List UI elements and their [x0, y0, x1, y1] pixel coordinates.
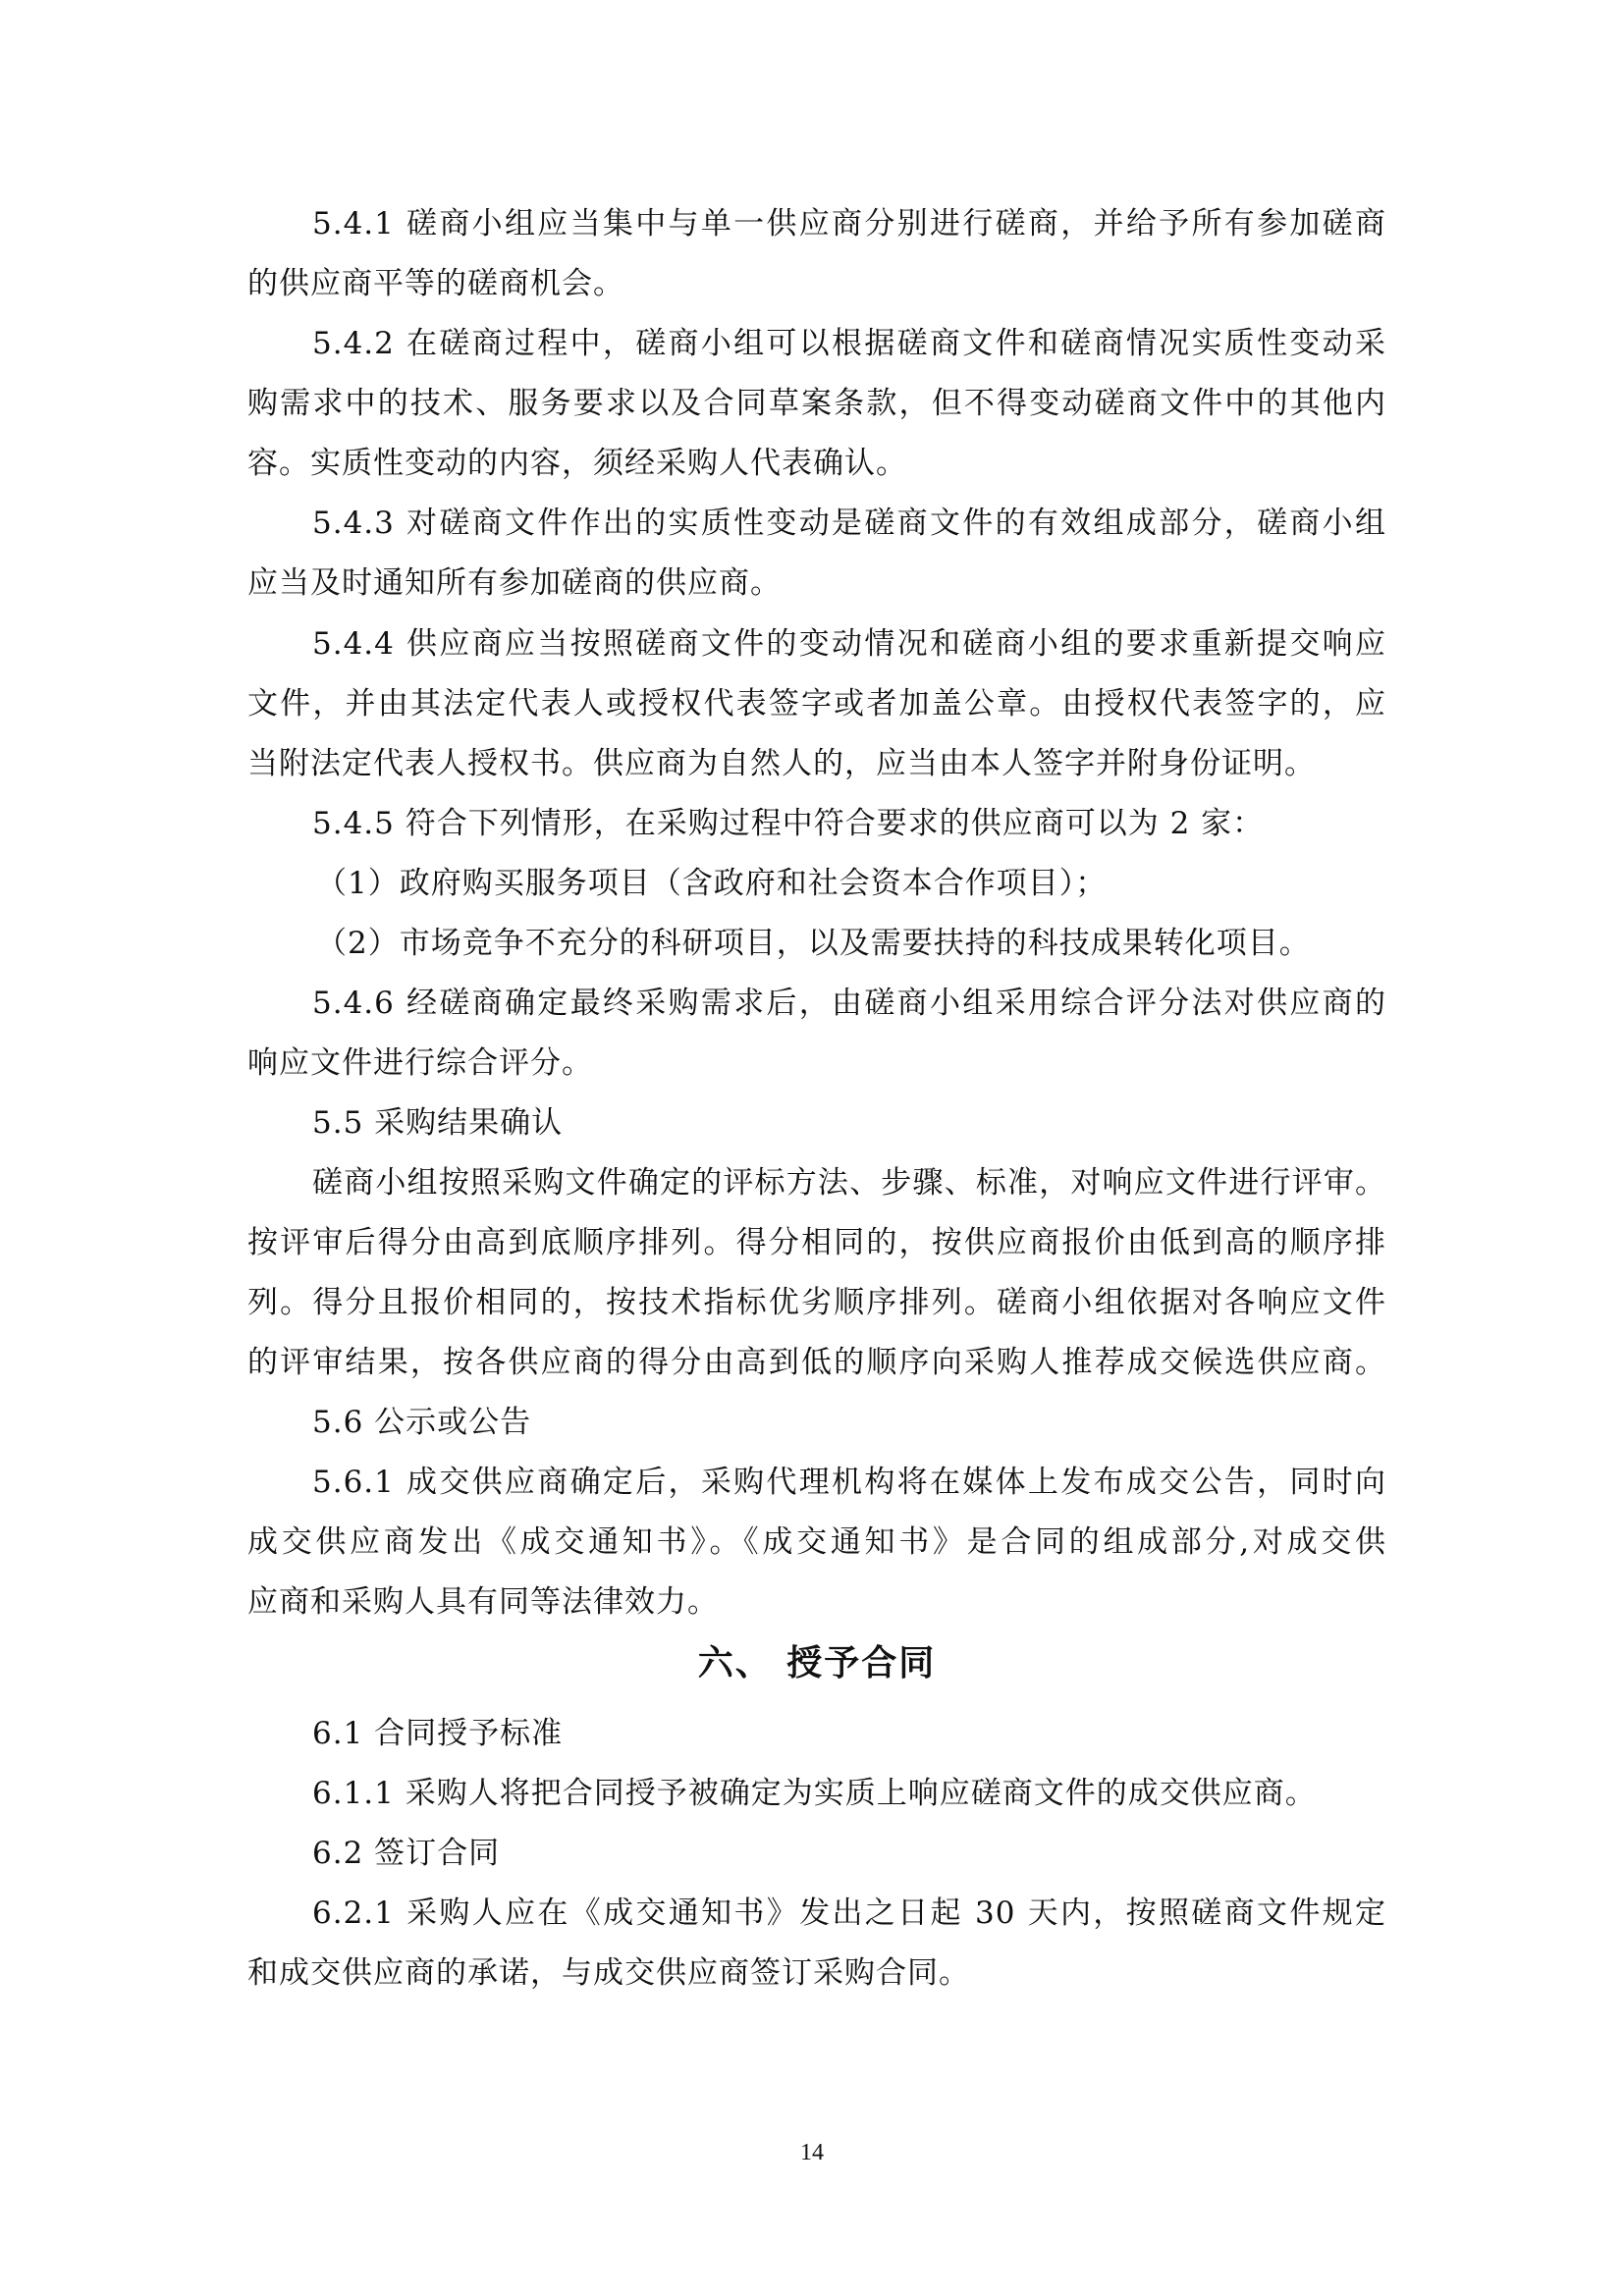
paragraph-line: 响应文件进行综合评分。	[247, 1045, 593, 1081]
paragraph-line: 应商和采购人具有同等法律效力。	[247, 1584, 719, 1620]
paragraph-line: 5.4.5 符合下列情形，在采购过程中符合要求的供应商可以为 2 家：	[312, 806, 1265, 841]
list-item: （1）政府购买服务项目（含政府和社会资本合作项目）；	[316, 866, 1108, 901]
paragraph-line: 的供应商平等的磋商机会。	[247, 266, 624, 301]
paragraph-line: 当附法定代表人授权书。供应商为自然人的，应当由本人签字并附身份证明。	[247, 746, 1316, 781]
subsection-title: 6.2 签订合同	[312, 1836, 501, 1871]
subsection-title: 6.1 合同授予标准	[312, 1716, 564, 1751]
paragraph-line: 磋商小组按照采购文件确定的评标方法、步骤、标准，对响应文件进行评审。	[312, 1165, 1386, 1201]
paragraph-line: 的评审结果，按各供应商的得分由高到低的顺序向采购人推荐成交候选供应商。	[247, 1345, 1386, 1380]
paragraph-line: 5.4.1 磋商小组应当集中与单一供应商分别进行磋商，并给予所有参加磋商	[312, 206, 1386, 241]
subsection-title: 5.6 公示或公告	[312, 1405, 532, 1440]
section-heading: 六、 授予合同	[697, 1643, 937, 1683]
paragraph-line: 5.4.4 供应商应当按照磋商文件的变动情况和磋商小组的要求重新提交响应	[312, 626, 1386, 662]
paragraph-line: 6.2.1 采购人应在《成交通知书》发出之日起 30 天内，按照磋商文件规定	[312, 1896, 1386, 1931]
paragraph-line: 购需求中的技术、服务要求以及合同草案条款，但不得变动磋商文件中的其他内	[247, 386, 1386, 421]
paragraph-line: 容。实质性变动的内容，须经采购人代表确认。	[247, 446, 907, 481]
paragraph-line: 6.1.1 采购人将把合同授予被确定为实质上响应磋商文件的成交供应商。	[312, 1776, 1317, 1811]
paragraph-line: 按评审后得分由高到底顺序排列。得分相同的，按供应商报价由低到高的顺序排	[247, 1225, 1386, 1260]
paragraph-line: 列。得分且报价相同的，按技术指标优劣顺序排列。磋商小组依据对各响应文件	[247, 1285, 1386, 1320]
paragraph-line: 5.6.1 成交供应商确定后，采购代理机构将在媒体上发布成交公告，同时向	[312, 1465, 1386, 1500]
paragraph-line: 5.4.2 在磋商过程中，磋商小组可以根据磋商文件和磋商情况实质性变动采	[312, 326, 1386, 361]
paragraph-line: 应当及时通知所有参加磋商的供应商。	[247, 565, 782, 601]
list-item: （2）市场竞争不充分的科研项目，以及需要扶持的科技成果转化项目。	[316, 926, 1311, 961]
paragraph-line: 文件，并由其法定代表人或授权代表签字或者加盖公章。由授权代表签字的，应	[247, 686, 1386, 721]
paragraph-line: 5.4.3 对磋商文件作出的实质性变动是磋商文件的有效组成部分，磋商小组	[312, 506, 1386, 541]
subsection-title: 5.5 采购结果确认	[312, 1105, 564, 1141]
paragraph-line: 5.4.6 经磋商确定最终采购需求后，由磋商小组采用综合评分法对供应商的	[312, 986, 1386, 1021]
page-number: 14	[800, 2140, 824, 2165]
paragraph-line: 成交供应商发出《成交通知书》。《成交通知书》是合同的组成部分,对成交供	[247, 1524, 1386, 1560]
paragraph-line: 和成交供应商的承诺，与成交供应商签订采购合同。	[247, 1955, 970, 1991]
